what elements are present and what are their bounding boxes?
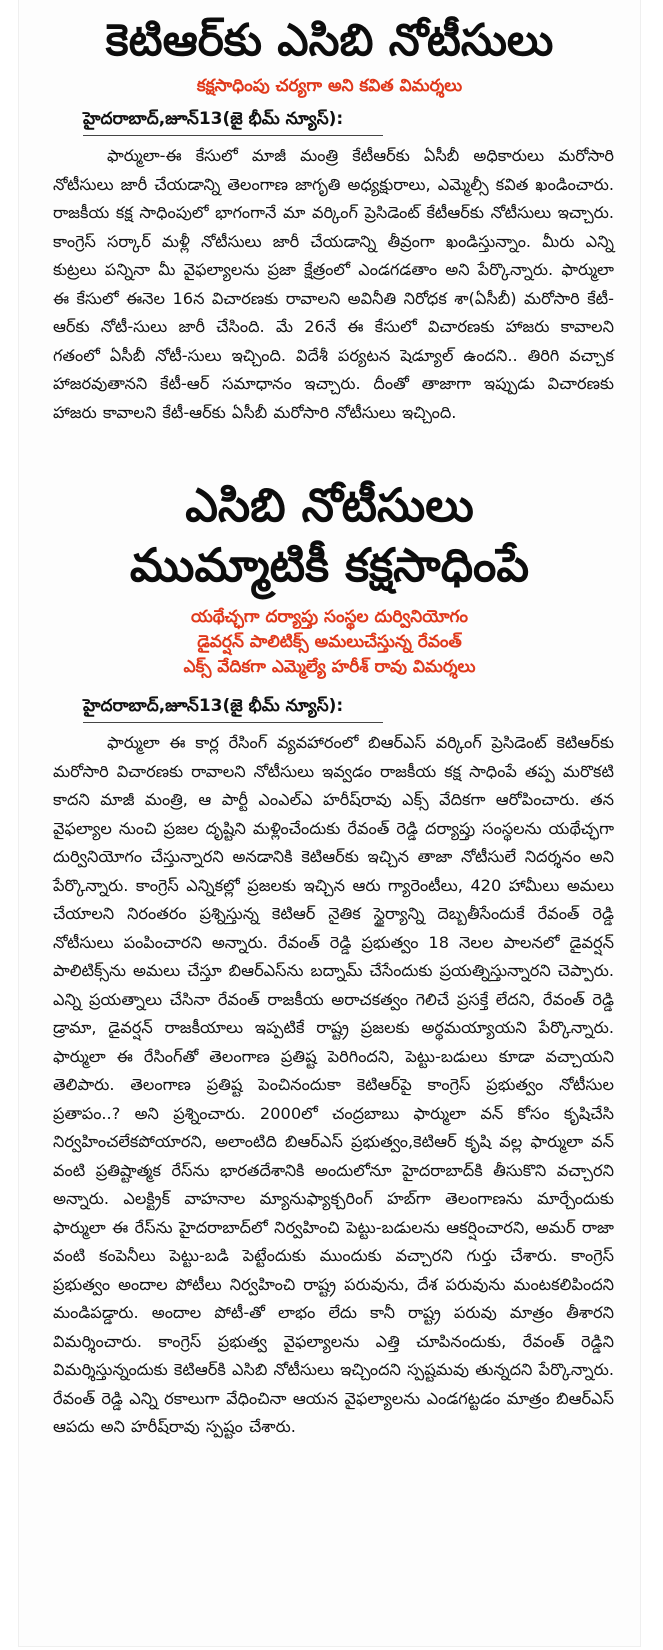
article-2-subheadline: యథేచ్ఛగా దర్యాప్తు సంస్థల దుర్వినియోగం <box>190 607 469 627</box>
article-2-dateline: హైదరాబాద్,జూన్13(జై భీమ్ న్యూస్): <box>83 694 383 723</box>
article-2-headline-line-2: ముమ్మాటికీ కక్షసాధింపే <box>129 538 530 592</box>
article-1 <box>19 0 640 427</box>
article-2-body: ఫార్ములా ఈ కార్ల రేసింగ్ వ్యవహారంలో బిఆర్‌ఎస్ వర్కింగ్ ప్రెసిడెంట్ కెటిఆర్‌కు మరోసారి విచారణకు రావాలని నోటీసులు ఇవ్వడం రాజకీయ కక్ష సాధింపే తప్ప మరొకటి కాదని మాజీ మంత్రి, ఆ పార్టీ ఎంఎల్‌ఎ హరీష్‌రావు ఎక్స్ వేదికగా ఆరోపించారు. తన వైఫల్యాల నుంచి ప్రజల దృష్టిని మళ్లించేందుకు రేవంత్ రెడ్డి దర్యాప్తు సంస్థలను యథేచ్ఛగా దుర్వినియోగం చేస్తున్నారని అనడానికి కెటిఆర్‌కు ఇచ్చిన తాజా నోటీసులే నిదర్శనం అని పేర్కొన్నారు. కాంగ్రెస్ ఎన్నికల్లో ప్రజలకు ఇచ్చిన ఆరు గ్యారెంటీలు, 420 హామీలు అమలు చేయాలని నిరంతరం ప్రశ్నిస్తున్న కెటిఆర్ నైతిక స్థైర్యాన్ని దెబ్బతీసేందుకే రేవంత్ రెడ్డి నోటీసులు పంపించారని అన్నారు. రేవంత్ రెడ్డి ప్రభుత్వం 18 నెలల పాలనలో డైవర్షన్ పాలిటిక్స్‌ను అమలు చేస్తూ బిఆర్‌ఎస్‌ను బద్నామ్ చేసేందుకు ప్రయత్నిస్తున్నారని చెప్పారు. ఎన్ని ప్రయత్నాలు చేసినా రేవంత్ రాజకీయ అరాచకత్వం గెలిచే ప్రసక్తే లేదని, రేవంత్ రెడ్డి డ్రామా, డైవర్షన్ రాజకీయాలు ఇప్పటికే రాష్ట్ర ప్రజలకు అర్థమయ్యాయని పేర్కొన్నారు. ఫార్ములా ఈ రేసింగ్‌తో తెలంగాణ ప్రతిష్ట పెరిగిందని, పెట్టు-బడులు కూడా వచ్చాయని తెలిపారు. తెలంగాణ ప్రతిష్ట పెంచినందుకా కెటిఆర్‌పై కాంగ్రెస్ ప్రభుత్వం నోటీసుల ప్రతాపం..? అని ప్రశ్నించారు. 2000లో చంద్రబాబు ఫార్ములా వన్ కోసం కృషిచేసి నిర్వహించలేకపోయారని, అలాంటిది బిఆర్‌ఎస్ ప్రభుత్వం,కెటిఆర్ కృషి వల్ల ఫార్ములా వన్ వంటి ప్రతిష్టాత్మక రేస్‌ను భారతదేశానికి అందులోనూ హైదరాబాద్‌కి తీసుకొని వచ్చారని అన్నారు. ఎలక్ట్రిక్ వాహనాల మ్యానుఫ్యాక్చరింగ్ హబ్‌గా తెలంగాణను మార్చేందుకు ఫార్ములా ఈ రేస్‌ను హైదరాబాద్‌లో నిర్వహించి పెట్టు-బడులను ఆకర్షించారని, అమర్ రాజా వంటి కంపెనీలు పెట్టు-బడి పెట్టేందుకు ముందుకు వచ్చారని గుర్తు చేశారు. కాంగ్రెస్ ప్రభుత్వం అందాల పోటీలు నిర్వహించి రాష్ట్ర పరువును, దేశ పరువును మంటకలిపిందని మండిపడ్డారు. అందాల పోటీ-తో లాభం లేదు కానీ రాష్ట్ర పరువు మాత్రం తీశారని విమర్శించారు. కాంగ్రెస్ ప్రభుత్వ వైఫల్యాలను ఎత్తి చూపినందుకు, రేవంత్ రెడ్డిని విమర్శిస్తున్నందుకు కెటిఆర్‌కి ఎసిబి నోటీసులు ఇచ్చిందని స్పష్టమవు తున్నదని పేర్కొన్నారు. రేవంత్ రెడ్డి ఎన్ని రకాలుగా వేధించినా ఆయన వైఫల్యాలను ఎండగట్టడం మాత్రం బిఆర్‌ఎస్ ఆపదు అని హరీష్‌రావు స్పష్టం చేశారు. <box>53 733 614 1436</box>
article-2 <box>19 475 640 1442</box>
article-2-subheadline: డైవర్షన్ పాలిటిక్స్ అమలుచేస్తున్న రేవంత్ <box>197 632 462 652</box>
article-2-subheadline: ఎక్స్ వేదికగా ఎమ్మెల్యే హరీశ్ రావు విమర్శలు <box>183 657 476 677</box>
article-1-body: ఫార్ములా-ఈ కేసులో మాజీ మంత్రి కేటీఆర్‌కు ఏసీబీ అధికారులు మరోసారి నోటీసులు జారీ చేయడాన్ని తెలంగాణ జాగృతి అధ్యక్షురాలు, ఎమ్మెల్సీ కవిత ఖండించారు. రాజకీయ కక్ష సాధింపులో భాగంగానే మా వర్కింగ్ ప్రెసిడెంట్ కేటీఆర్‌కు నోటీసులు ఇచ్చారు. కాంగ్రెస్ సర్కార్ మళ్లీ నోటీసులు జారీ చేయడాన్ని తీవ్రంగా ఖండిస్తున్నాం. మీరు ఎన్ని కుట్రలు పన్నినా మీ వైఫల్యాలను ప్రజా క్షేత్రంలో ఎండగడతాం అని పేర్కొన్నారు. ఫార్ములా ఈ కేసులో ఈనెల 16న విచారణకు రావాలని అవినీతి నిరోధక శా(ఏసీబీ) మరోసారి కేటీ-ఆర్‌కు నోటీ-సులు జారీ చేసింది. మే 26నే ఈ కేసులో విచారణకు హాజరు కావాలని గతంలో ఏసీబీ నోటీ-సులు ఇచ్చింది. విదేశీ పర్యటన షెడ్యూల్ ఉందని.. తిరిగి వచ్చాక హాజరవుతానని కేటీ-ఆర్ సమాధానం ఇచ్చారు. దీంతో తాజాగా ఇప్పుడు విచారణకు హాజరు కావాలని కేటీ-ఆర్‌కు ఏసీబీ మరోసారి నోటీసులు ఇచ్చింది. <box>53 146 614 422</box>
article-2-subheadlines <box>19 605 640 680</box>
newspaper-page <box>18 0 641 1647</box>
article-1-headline: కెటిఆర్‌కు ఎసిబి నోటీసులు <box>105 15 554 66</box>
article-1-subheadline: కక్షసాధింపు చర్యగా అని కవిత విమర్శలు <box>196 76 463 96</box>
article-1-dateline: హైదరాబాద్,జూన్13(జై భీమ్ న్యూస్): <box>83 107 383 136</box>
article-2-headline-line-1: ఎసిబి నోటీసులు <box>185 478 474 532</box>
